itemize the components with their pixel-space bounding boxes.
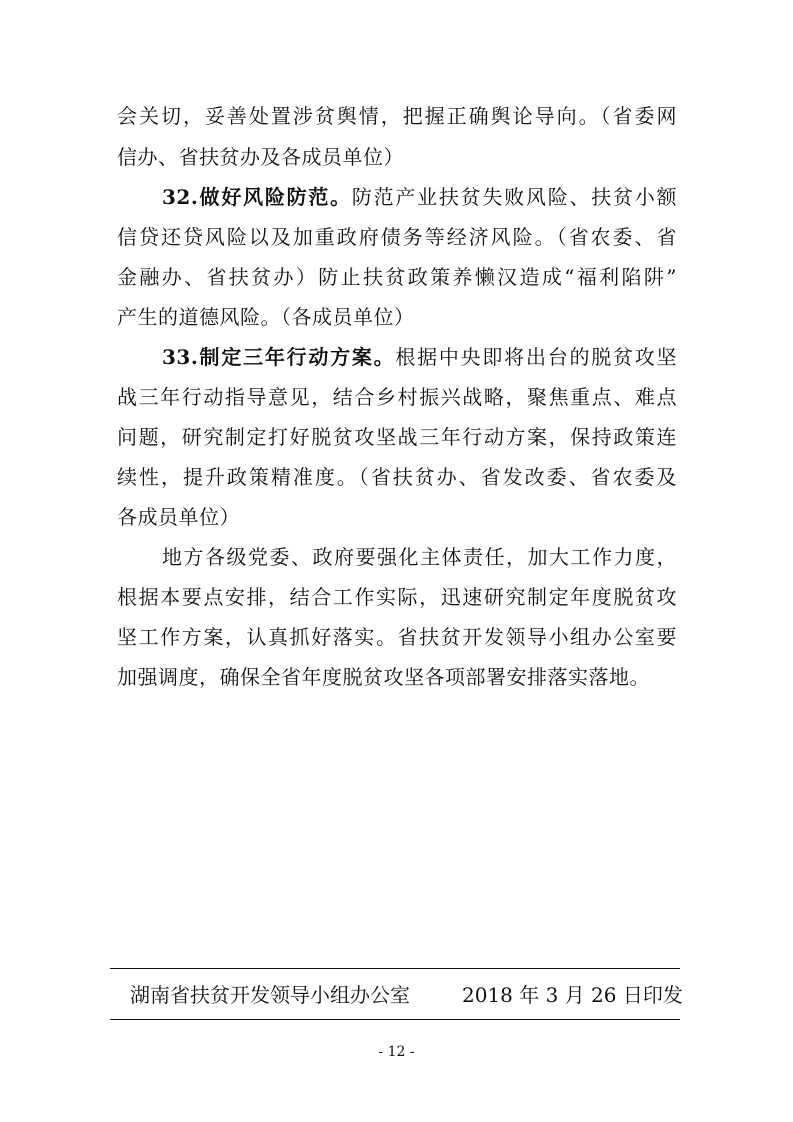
footer-issuer: 湖南省扶贫开发领导小组办公室 — [130, 983, 410, 1007]
section-33-first-line — [162, 345, 677, 369]
body-line: 根据本要点安排，结合工作实际，迅速研究制定年度脱贫攻 — [117, 585, 677, 609]
body-line: 续性，提升政策精准度。（省扶贫办、省发改委、省农委及 — [117, 465, 677, 489]
body-line: 加强调度，确保全省年度脱贫攻坚各项部署安排落实落地。 — [117, 665, 650, 689]
body-line: 坚工作方案，认真抓好落实。省扶贫开发领导小组办公室要 — [117, 625, 677, 649]
section-33-heading: 33.制定三年行动方案。 — [162, 345, 396, 369]
body-line: 问题，研究制定打好脱贫攻坚战三年行动方案，保持政策连 — [117, 425, 677, 449]
section-32-text: 防范产业扶贫失败风险、扶贫小额 — [351, 185, 678, 209]
footer-date: 2018 年 3 月 26 日印发 — [462, 983, 683, 1007]
section-33-text: 根据中央即将出台的脱贫攻坚 — [395, 345, 678, 369]
body-line: 产生的道德风险。（各成员单位） — [117, 305, 415, 329]
body-line: 各成员单位） — [117, 505, 240, 529]
section-32-first-line — [162, 185, 677, 209]
closing-first-line: 地方各级党委、政府要强化主体责任，加大工作力度， — [162, 545, 677, 569]
body-line: 信办、省扶贫办及各成员单位） — [117, 145, 404, 169]
section-32-heading: 32.做好风险防范。 — [162, 185, 352, 209]
body-line: 战三年行动指导意见，结合乡村振兴战略，聚焦重点、难点 — [117, 385, 677, 409]
page-number: - 12 - — [378, 1044, 415, 1060]
footer-bottom-rule — [110, 1019, 680, 1020]
body-line: 会关切，妥善处置涉贫舆情，把握正确舆论导向。（省委网 — [117, 104, 677, 128]
footer-top-rule — [110, 968, 680, 969]
body-line: 信贷还贷风险以及加重政府债务等经济风险。（省农委、省 — [117, 225, 677, 249]
body-line: 金融办、省扶贫办）防止扶贫政策养懒汉造成“福利陷阱” — [117, 265, 677, 289]
